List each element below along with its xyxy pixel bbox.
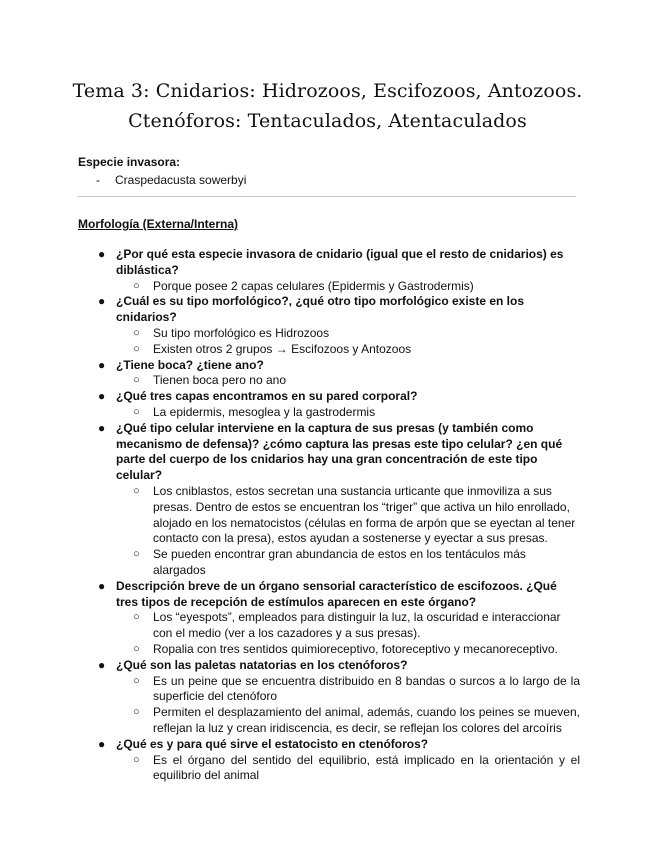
sub-bullet-icon: ○ [133,342,140,355]
answer-text: Los “eyespots”, empleados para distinguir la luz, la oscuridad e interaccionar con el medio (ver a los cazadores y a sus presas). [153,610,561,641]
question-item [98,389,580,421]
sub-bullet-icon: ○ [133,405,140,418]
sub-bullet-icon: ○ [133,279,140,292]
answer-item [116,326,580,342]
bullet-icon: ● [98,420,106,435]
answer-text: La epidermis, mesoglea y la gastrodermis [153,404,376,419]
document-title-line-1: Tema 3: Cnidarios: Hidrozoos, Escifozoos, Antozoos. [72,80,583,102]
answer-text: Se pueden encontrar gran abundancia de estos en los tentáculos más alargados [153,547,526,577]
sub-bullet-icon: ○ [133,484,140,497]
answer-item [116,753,580,785]
question-item [98,294,580,357]
sub-bullet-icon: ○ [133,642,140,655]
answer-item [116,405,580,421]
question-text: ¿Por qué esta especie invasora de cnidario (igual que el resto de cnidarios) es diblástica? [116,247,564,277]
question-list [98,247,580,784]
bullet-icon: ● [98,357,106,372]
question-item [98,658,580,737]
answer-text: Es el órgano del sentido del equilibrio, está implicado en la orientación y el equilibrio del animal [153,752,580,783]
sub-bullet-icon: ○ [133,548,140,561]
question-text: ¿Tiene boca? ¿tiene ano? [116,357,264,372]
answer-text: Es un peine que se encuentra distribuido en 8 bandas o surcos a lo largo de la superficie del ctenóforo [153,673,580,704]
question-text: ¿Qué son las paletas natatorias en los ctenóforos? [116,657,408,672]
question-text: ¿Cuál es su tipo morfológico?, ¿qué otro tipo morfológico existe en los cnidarios? [116,294,525,325]
bullet-icon: ● [98,657,106,672]
sub-bullet-icon: ○ [133,706,140,719]
answer-text: Ropalia con tres sentidos quimioreceptivo, fotoreceptivo y mecanoreceptivo. [153,641,558,656]
answer-item [116,642,580,658]
bullet-icon: ● [98,736,106,751]
sub-bullet-icon: ○ [133,674,140,687]
species-label: Especie invasora: [78,155,181,169]
question-item [98,358,580,390]
answer-item [116,674,580,706]
answer-item [116,547,580,579]
bullet-icon: ● [98,294,106,309]
answer-text: Tienen boca pero no ano [153,373,286,388]
document-title-line-2: Ctenóforos: Tentaculados, Atentaculados [128,110,527,132]
answer-item [116,373,580,389]
question-text: Descripción breve de un órgano sensorial característico de escifozoos. ¿Qué tres tipos de recepción de estímulos aparecen en este órgano? [116,578,557,609]
species-name: Craspedacusta sowerbyi [115,173,247,187]
answer-text: Permiten el desplazamiento del animal, además, cuando los peines se mueven, reflejan la luz y crean iridiscencia, es decir, se reflejan los colores del arcoíris [153,705,580,735]
answer-item [116,610,580,642]
sub-bullet-icon: ○ [133,326,140,339]
answer-text: Porque posee 2 capas celulares (Epidermis y Gastrodermis) [153,278,474,293]
sub-bullet-icon: ○ [133,611,140,624]
bullet-icon: ● [98,389,106,404]
horizontal-divider [78,196,576,197]
answer-item [116,279,580,295]
answer-item [116,484,580,547]
question-text: ¿Qué tipo celular interviene en la captura de sus presas (y también como mecanismo de defensa)? ¿cómo captura las presas este tipo celular? ¿en qué parte del cuerpo de los cnidarios hay una gran concentración de este tipo celular? [116,420,563,483]
question-text: ¿Qué tres capas encontramos en su pared corporal? [116,389,418,404]
bullet-icon: ● [98,247,106,261]
species-dash: - [96,173,100,187]
question-text: ¿Qué es y para qué sirve el estatocisto en ctenóforos? [116,736,429,751]
question-item [98,247,580,294]
answer-text: Existen otros 2 grupos → Escifozoos y Antozoos [153,341,412,356]
question-item [98,579,580,658]
answer-item [116,705,580,737]
question-item [98,737,580,784]
sub-bullet-icon: ○ [133,753,140,766]
answer-text: Su tipo morfológico es Hidrozoos [153,325,330,340]
sub-bullet-icon: ○ [133,374,140,387]
question-item [98,421,580,579]
section-heading: Morfología (Externa/Interna) [78,217,239,231]
bullet-icon: ● [98,578,106,593]
answer-text: Los cniblastos, estos secretan una sustancia urticante que inmoviliza a sus presas. Dentro de estos se encuentran los “triger” que activa un hilo enrollado, alojado en los nematocistos (células en forma de arpón que se eyectan al tener contacto con la presa), estos ayudan a sostenerse y eyectar a sus presas. [153,483,576,546]
answer-item [116,342,580,358]
